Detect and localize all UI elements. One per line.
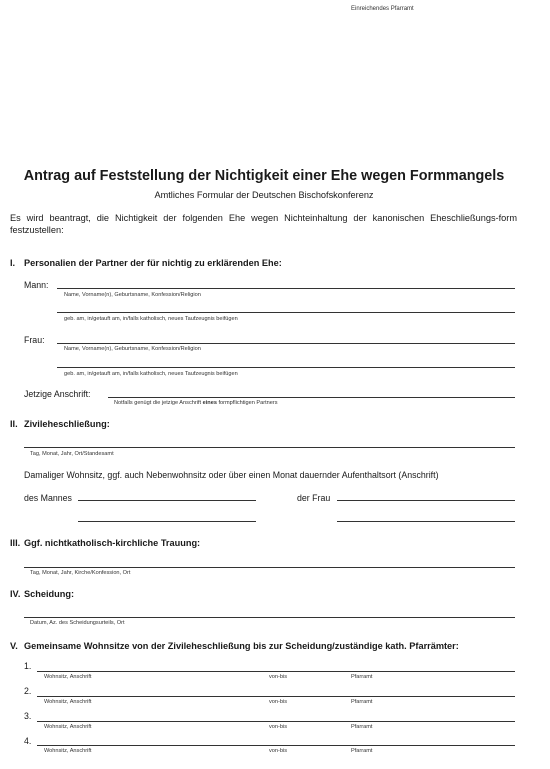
church-wedding-hint: Tag, Monat, Jahr, Kirche/Konfession, Ort [30, 570, 131, 576]
parish-col-label: Pfarramt [351, 674, 373, 680]
section-1-number: I. [10, 258, 16, 268]
residence-row-number: 3. [24, 711, 32, 721]
residence-row-number: 4. [24, 736, 32, 746]
section-4-title: Scheidung: [24, 589, 75, 599]
intro-paragraph: Es wird beantragt, die Nichtigkeit der folgenden Ehe wegen Nichteinhaltung der kanonischen Eheschließungs-form festzustellen: [10, 213, 517, 235]
residence-col-label: Wohnsitz, Anschrift [44, 748, 92, 754]
residence-text: Damaliger Wohnsitz, ggf. auch Nebenwohnsitz oder über einen Monat dauernder Aufenthaltsort (Anschrift) [24, 470, 439, 480]
submitting-parish-label: Einreichendes Pfarramt [351, 6, 414, 12]
residence-row-number: 2. [24, 686, 32, 696]
frau-birth-field[interactable] [57, 367, 515, 368]
residence-row-3-field[interactable] [37, 721, 515, 722]
section-2-number: II. [10, 419, 18, 429]
residence-row-1-field[interactable] [37, 671, 515, 672]
form-title: Antrag auf Feststellung der Nichtigkeit einer Ehe wegen Formmangels [23, 168, 505, 184]
frau-name-field[interactable] [57, 343, 515, 344]
section-5-title: Gemeinsame Wohnsitze von der Zivileheschließung bis zur Scheidung/zuständige kath. Pfarrämter: [24, 641, 459, 651]
mann-name-field[interactable] [57, 288, 515, 289]
frau-residence-field-1[interactable] [337, 500, 515, 501]
frau-residence-field-2[interactable] [337, 521, 515, 522]
section-5-number: V. [10, 641, 18, 651]
form-subtitle: Amtliches Formular der Deutschen Bischofskonferenz [154, 190, 374, 200]
divorce-hint: Datum, Az. des Scheidungsurteils, Ort [30, 620, 125, 626]
period-col-label: von-bis [269, 674, 288, 680]
address-field[interactable] [108, 397, 515, 398]
frau-birth-hint: geb. am, in/getauft am, in/falls katholisch, neues Taufzeugnis beifügen [64, 371, 238, 377]
residence-row-number: 1. [24, 661, 32, 671]
residence-row-2-field[interactable] [37, 696, 515, 697]
mann-birth-field[interactable] [57, 312, 515, 313]
period-col-label: von-bis [269, 724, 288, 730]
frau-residence-label: der Frau [297, 493, 331, 503]
parish-col-label: Pfarramt [351, 699, 373, 705]
frau-name-hint: Name, Vorname(n), Geburtsname, Konfession/Religion [64, 346, 201, 352]
section-3-number: III. [10, 538, 21, 548]
parish-col-label: Pfarramt [351, 724, 373, 730]
mannes-label: des Mannes [24, 493, 72, 503]
residence-col-label: Wohnsitz, Anschrift [44, 724, 92, 730]
section-4-number: IV. [10, 589, 21, 599]
mannes-residence-field-1[interactable] [78, 500, 256, 501]
divorce-field[interactable] [24, 617, 515, 618]
mannes-residence-field-2[interactable] [78, 521, 256, 522]
section-3-title: Ggf. nichtkatholisch-kirchliche Trauung: [24, 538, 201, 548]
parish-col-label: Pfarramt [351, 748, 373, 754]
residence-row-4-field[interactable] [37, 745, 515, 746]
frau-label: Frau: [24, 335, 45, 345]
residence-col-label: Wohnsitz, Anschrift [44, 699, 92, 705]
residence-col-label: Wohnsitz, Anschrift [44, 674, 92, 680]
church-wedding-field[interactable] [24, 567, 515, 568]
civil-marriage-field[interactable] [24, 447, 515, 448]
mann-birth-hint: geb. am, in/getauft am, in/falls katholisch, neues Taufzeugnis beifügen [64, 316, 238, 322]
mann-label: Mann: [24, 280, 49, 290]
period-col-label: von-bis [269, 699, 288, 705]
civil-marriage-hint: Tag, Monat, Jahr, Ort/Standesamt [30, 451, 114, 457]
section-1-title: Personalien der Partner der für nichtig zu erklärenden Ehe: [24, 258, 282, 268]
address-hint: Notfalls genügt die jetzige Anschrift eines formpflichtigen Partners [114, 400, 278, 406]
mann-name-hint: Name, Vorname(n), Geburtsname, Konfession/Religion [64, 292, 201, 298]
section-2-title: Zivileheschließung: [24, 419, 110, 429]
period-col-label: von-bis [269, 748, 288, 754]
address-label: Jetzige Anschrift: [24, 389, 91, 399]
